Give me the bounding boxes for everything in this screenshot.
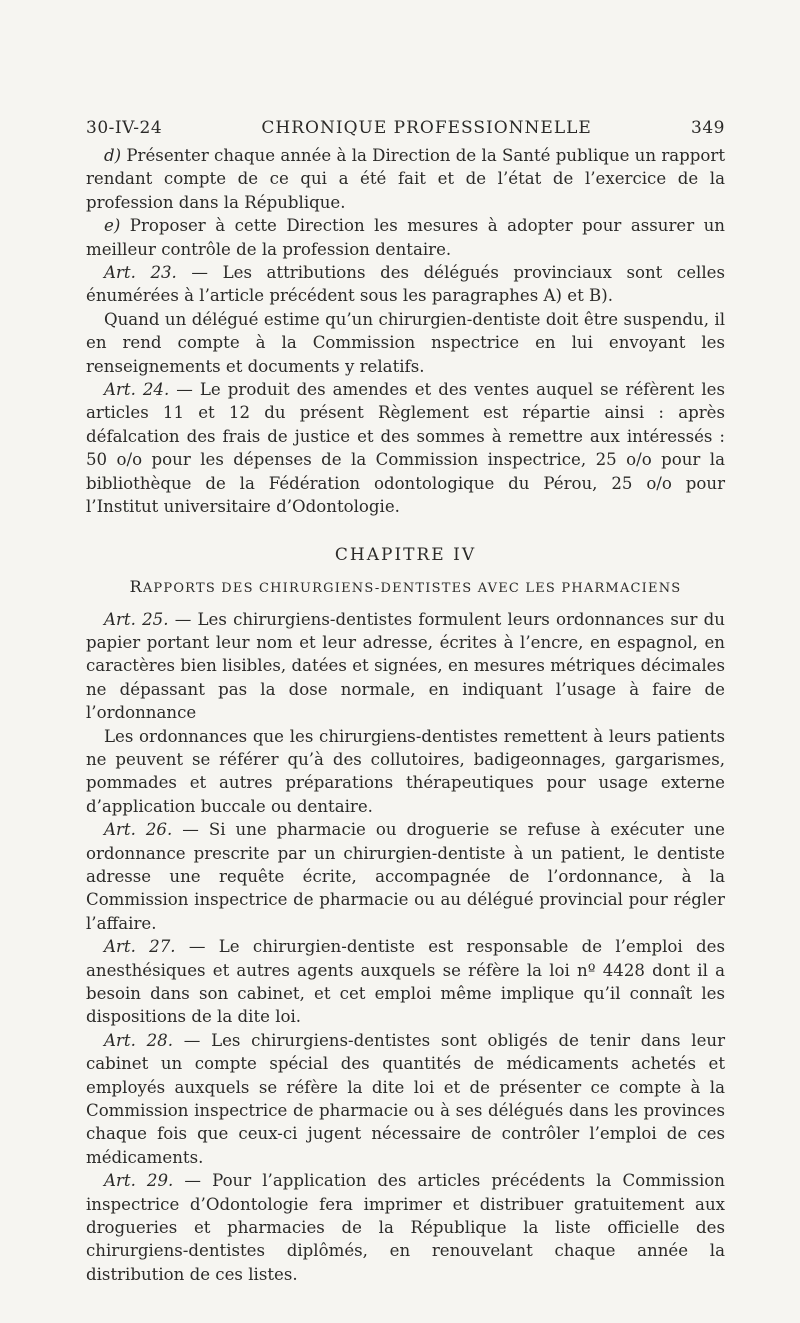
article-label: Art. 26. — [104, 820, 173, 840]
article-label: Art. 25. — [104, 609, 169, 629]
article-27 — [86, 935, 725, 1029]
article-28 — [86, 1029, 725, 1169]
article-29 — [86, 1169, 725, 1286]
article-label: Art. 27. — [104, 937, 176, 957]
item-label: d) — [104, 146, 122, 165]
article-25 — [86, 608, 725, 725]
page-number: 349 — [691, 118, 725, 138]
header-date: 30-IV-24 — [86, 118, 163, 138]
paragraph-text: — Les attributions des délégués provinciaux sont celles énumérées à l’article précédent sous les paragraphes A) et B). — [86, 263, 725, 306]
paragraph-text: — Le chirurgien-dentiste est responsable de l’emploi des anesthésiques et autres agents auxquels se réfère la loi nº 4428 dont il a besoin dans son cabinet, et cet emploi même implique qu’il connaît les dispositions de la dite loi. — [86, 937, 725, 1027]
article-label: Art. 29. — [104, 1171, 174, 1191]
paragraph-suspension — [86, 308, 725, 378]
subtitle-initial: R — [129, 576, 143, 596]
paragraph-text: Proposer à cette Direction les mesures à adopter pour assurer un meilleur contrôle de la profession dentaire. — [86, 216, 725, 259]
subtitle-rest: APPORTS DES CHIRURGIENS-DENTISTES AVEC LES PHARMACIENS — [142, 580, 682, 596]
paragraph-text: — Le produit des amendes et des ventes auquel se réfèrent les articles 11 et 12 du présent Règlement est répartie ainsi : après défalcation des frais de justice et des sommes à remettre aux intéressés : 50 o/o pour les dépenses de la Commission inspectrice, 25 o/o pour la bibliothèque de la Fédération odontologique du Pérou, 25 o/o pour l’Institut universitaire d’Odontologie. — [86, 380, 725, 517]
item-label: e) — [104, 216, 121, 236]
chapter-title: CHAPITRE IV — [334, 544, 477, 565]
paragraph-text: — Si une pharmacie ou droguerie se refuse à exécuter une ordonnance prescrite par un chirurgien-dentiste à un patient, le dentiste adresse une requête écrite, accompagnée de l’ordonnance, à la Commission inspectrice de pharmacie ou au délégué provincial pour régler l’affaire. — [86, 820, 725, 933]
paragraph-text: Les ordonnances que les chirurgiens-dentistes remettent à leurs patients ne peuvent se référer qu’à des collutoires, badigeonnages, gargarismes, pommades et autres préparations thérapeutiques pour usage externe d’application buccale ou dentaire. — [86, 726, 725, 816]
article-26 — [86, 818, 725, 935]
header-title: CHRONIQUE PROFESSIONNELLE — [261, 118, 592, 138]
paragraph-text: — Les chirurgiens-dentistes formulent leurs ordonnances sur du papier portant leur nom et leur adresse, écrites à l’encre, en espagnol, en caractères bien lisibles, datées et signées, en mesures métriques décimales ne dépassant pas la dose normale, en indiquant l’usage à faire de l’ordonnance — [86, 609, 725, 723]
paragraph-text: — Les chirurgiens-dentistes sont obligés de tenir dans leur cabinet un compte spécial des quantités de médicaments achetés et employés auxquels se réfère la dite loi et de présenter ce compte à la Commission inspectrice de pharmacie ou à ses délégués dans les provinces chaque fois que ceux-ci jugent nécessaire de contrôler l’emploi de ces médicaments. — [86, 1030, 726, 1167]
paragraph-text: Quand un délégué estime qu’un chirurgien-dentiste doit être suspendu, il en rend compte à la Commission nspectrice en lui envoyant les renseignements et documents y relatifs. — [86, 309, 725, 376]
article-label: Art. 23. — [104, 263, 177, 283]
paragraph-e — [86, 214, 725, 261]
running-header — [86, 118, 725, 138]
paragraph-text: Présenter chaque année à la Direction de la Santé publique un rapport rendant compte de ce qui a été fait et de l’état de l’exercice de la profession dans la République. — [86, 146, 725, 212]
paragraph-d — [86, 144, 725, 214]
paragraph-text: — Pour l’application des articles précédents la Commission inspectrice d’Odontologie fera imprimer et distribuer gratuitement aux drogueries et pharmacies de la République la liste officielle des chirurgiens-dentistes diplômés, en renouvelant chaque année la distribution de ces listes. — [86, 1171, 725, 1284]
article-label: Art. 24. — [104, 380, 170, 400]
paragraph-ordonnances — [86, 725, 725, 819]
article-24 — [86, 378, 725, 518]
chapter-subtitle — [86, 577, 725, 596]
article-23 — [86, 261, 725, 308]
article-label: Art. 28. — [104, 1030, 173, 1050]
